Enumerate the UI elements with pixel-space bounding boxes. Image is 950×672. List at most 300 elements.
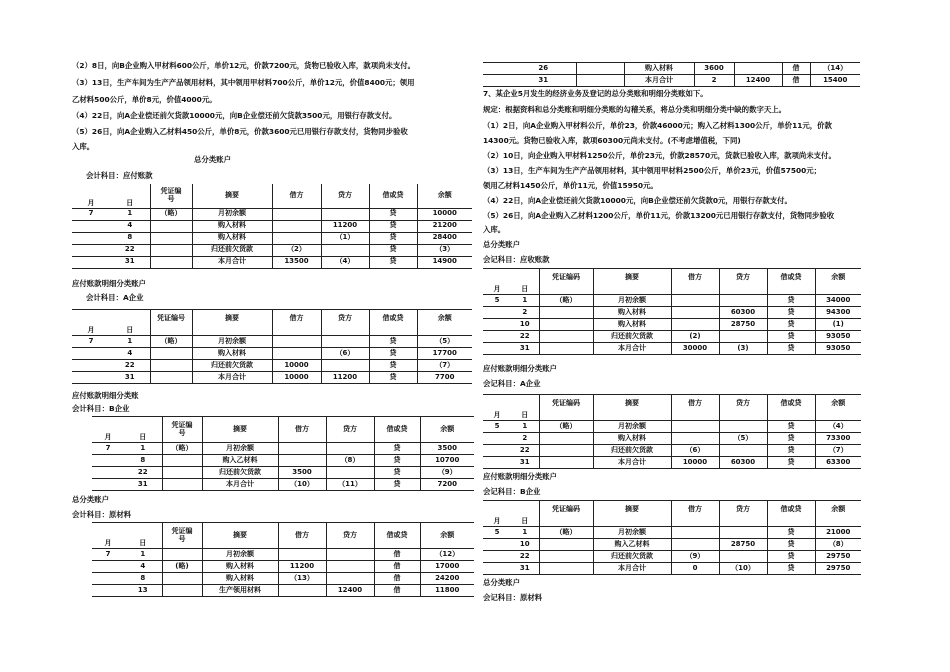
header-balance: 余额 [815, 395, 861, 421]
paragraph: 乙材料500公斤，单价8元，价值4000元。 [72, 95, 217, 104]
cell-month [72, 348, 110, 360]
table-row [483, 433, 861, 445]
cell-voucher [150, 244, 192, 256]
cell-day: 1 [110, 336, 150, 348]
cell-dc: 贷 [369, 208, 417, 220]
cell-voucher: （略） [539, 421, 593, 433]
cell-balance: （9） [420, 467, 474, 479]
cell-summary: 归还前欠货款 [593, 445, 671, 457]
cell-summary: 月初余额 [593, 527, 671, 539]
cell-balance: 17700 [417, 348, 472, 360]
cell-dc: 借 [374, 561, 420, 573]
table-row [483, 331, 861, 343]
table-row [92, 585, 474, 597]
cell-dc: 贷 [767, 539, 815, 551]
question-rule: 规定：根据资料和总分类账和明细分类账的勾稽关系，将总分类和明细分类中缺的数字天上。 [483, 105, 787, 114]
cell-balance: 10700 [420, 455, 474, 467]
header-credit: 贷方 [719, 395, 767, 421]
cell-debit: 11200 [278, 561, 326, 573]
cell-voucher [162, 479, 202, 491]
cell-summary: 月初余额 [192, 336, 272, 348]
header-month: 月 [92, 523, 124, 549]
cell-summary: 购入乙材料 [202, 455, 278, 467]
table-row [92, 549, 474, 561]
cell-month [92, 479, 124, 491]
cell-balance: （4） [815, 421, 861, 433]
cell-month [483, 343, 511, 355]
cell-day: 2 [511, 433, 539, 445]
table-row [92, 573, 474, 585]
cell-credit [326, 573, 374, 585]
cell-summary: 本月合计 [624, 75, 694, 87]
paragraph: （4）22日，向A企业偿还前欠货款10000元，向B企业偿还前欠货款0元，用银行存款支付。 [483, 196, 792, 205]
cell-balance: （14） [810, 63, 860, 75]
cell-month [483, 551, 511, 563]
cell-credit: 11200 [321, 220, 369, 232]
cell-summary: 购入材料 [593, 307, 671, 319]
table-row [92, 443, 474, 455]
cell-dc: 贷 [767, 331, 815, 343]
paragraph: （2）10日，向企业购入甲材料1250公斤，单价23元，价款28570元，货款已验收入库，款项尚未支付。 [483, 151, 836, 160]
cell-debit: （9） [671, 551, 719, 563]
cell-day: 31 [511, 457, 539, 469]
cell-credit [321, 208, 369, 220]
cell-month [92, 585, 124, 597]
ledger-table-a [72, 309, 472, 384]
header-debit: 借方 [278, 523, 326, 549]
cell-day: 8 [110, 232, 150, 244]
paragraph: 14300元。货物已验收入库，款项60300元尚未支付。(不考虑增值税，下同) [483, 136, 741, 145]
ledger-table-b [92, 416, 474, 491]
cell-balance: （5） [417, 336, 472, 348]
header-credit: 贷方 [321, 184, 369, 208]
header-debit: 借方 [278, 417, 326, 443]
cell-balance: （7） [417, 360, 472, 372]
cell-day: 31 [511, 563, 539, 575]
account-subject: 会记科目：B企业 [483, 487, 541, 496]
header-voucher: 凭证编码 [539, 269, 593, 295]
paragraph: （5）26日，向A企业购入乙材料1200公斤，单价11元，价款13200元已用银行存款支付，货物同步验收 [483, 211, 835, 220]
header-summary: 摘要 [593, 269, 671, 295]
ledger-title: 应付账款明细分类账户 [483, 472, 557, 481]
cell-credit: 11200 [321, 372, 369, 384]
header-debit: 借方 [671, 269, 719, 295]
cell-balance: 17000 [420, 561, 474, 573]
cell-balance: 14900 [417, 256, 472, 268]
cell-balance: 7200 [420, 479, 474, 491]
header-dc: 借或贷 [767, 269, 815, 295]
header-month: 月 [72, 310, 110, 336]
cell-voucher [150, 372, 192, 384]
paragraph: 入库。 [72, 142, 95, 151]
cell-summary: 购入材料 [202, 561, 278, 573]
table-row [483, 457, 861, 469]
table-row [483, 539, 861, 551]
header-voucher: 凭证编码 [539, 501, 593, 527]
cell-balance: （8） [815, 539, 861, 551]
cell-balance: 29750 [815, 551, 861, 563]
header-voucher: 凭证编 号 [162, 417, 202, 443]
cell-day: 31 [110, 256, 150, 268]
header-summary: 摘要 [593, 501, 671, 527]
cell-month [483, 445, 511, 457]
table-row [483, 445, 861, 457]
cell-balance: 34000 [815, 295, 861, 307]
cell-voucher: （略） [539, 527, 593, 539]
table-row [483, 563, 861, 575]
cell-month [483, 563, 511, 575]
cell-voucher [539, 433, 593, 445]
cell-debit: （10） [278, 479, 326, 491]
cell-voucher: （略） [150, 336, 192, 348]
cell-debit [272, 348, 321, 360]
cell-credit: （6） [321, 348, 369, 360]
cell-day: 22 [110, 244, 150, 256]
cell-credit: (3) [719, 343, 767, 355]
cell-summary: 本月合计 [593, 343, 671, 355]
cell-day: 31 [110, 372, 150, 384]
cell-month: 7 [72, 208, 110, 220]
table-row [72, 360, 472, 372]
header-debit: 借方 [671, 395, 719, 421]
cell-debit [671, 319, 719, 331]
cell-day: 1 [511, 295, 539, 307]
cell-credit [719, 295, 767, 307]
header-day: 日 [511, 501, 539, 527]
header-balance: 余额 [815, 501, 861, 527]
header-dc: 借或贷 [767, 501, 815, 527]
cell-credit: 60300 [719, 307, 767, 319]
cell-dc: 贷 [369, 244, 417, 256]
cell-balance: (1) [815, 319, 861, 331]
table-row [483, 295, 861, 307]
cell-month [92, 467, 124, 479]
cell-credit: （11） [326, 479, 374, 491]
cell-credit: 28750 [719, 539, 767, 551]
cell-summary: 月初余额 [202, 549, 278, 561]
cell-day: 1 [511, 527, 539, 539]
cell-balance: 93050 [815, 343, 861, 355]
header-day: 日 [110, 310, 150, 336]
cell-day: 22 [511, 551, 539, 563]
cell-debit: （2） [272, 244, 321, 256]
cell-credit [719, 527, 767, 539]
ledger-table-payables [72, 184, 472, 269]
cell-debit [278, 455, 326, 467]
cell-dc: 贷 [374, 443, 420, 455]
account-subject: 会记科目：原材料 [483, 593, 543, 602]
ledger-title: 应付账款明细分类账 [72, 391, 139, 400]
cell-voucher [150, 220, 192, 232]
account-subject: 会计科目：应付账款 [86, 171, 153, 180]
cell-credit [719, 551, 767, 563]
question-heading: 7、某企业5月发生的经济业务及登记的总分类账和明细分类账如下。 [483, 89, 708, 98]
cell-voucher [576, 75, 624, 87]
cell-debit [671, 433, 719, 445]
cell-month: 5 [483, 295, 511, 307]
account-subject: 会计科目：原材料 [72, 510, 132, 519]
cell-credit: （1） [321, 232, 369, 244]
paragraph: 入库。 [483, 225, 506, 234]
cell-day: 13 [124, 585, 162, 597]
paragraph: （3）13日，生产车间为生产产品领用材料，其中领用甲材料700公斤，单价12元，价值8400元；领用 [72, 78, 415, 87]
cell-summary: 归还前欠货款 [192, 360, 272, 372]
cell-credit: 12400 [734, 75, 782, 87]
table-row [72, 372, 472, 384]
cell-dc: 贷 [767, 295, 815, 307]
header-credit: 贷方 [326, 417, 374, 443]
cell-day: 1 [511, 421, 539, 433]
header-month: 月 [72, 184, 110, 208]
cell-credit [326, 467, 374, 479]
cell-debit: （13） [278, 573, 326, 585]
cell-month [483, 331, 511, 343]
cell-voucher [162, 467, 202, 479]
table-row [92, 561, 474, 573]
cell-dc: 贷 [767, 307, 815, 319]
cell-voucher [150, 348, 192, 360]
cell-month [483, 433, 511, 445]
header-day: 日 [110, 184, 150, 208]
cell-debit [671, 539, 719, 551]
cell-voucher [539, 539, 593, 551]
paragraph: （5）26日，向A企业购入乙材料450公斤，单价8元，价款3600元已用银行存款支付，货物同步验收 [72, 127, 408, 136]
cell-voucher: (略) [162, 561, 202, 573]
cell-summary: 归还前欠货款 [593, 331, 671, 343]
cell-summary: 月初余额 [593, 295, 671, 307]
cell-dc: 贷 [767, 421, 815, 433]
cell-dc: 贷 [369, 220, 417, 232]
cell-month [92, 455, 124, 467]
cell-dc: 贷 [767, 445, 815, 457]
cell-month [483, 75, 511, 87]
cell-day: 26 [511, 63, 576, 75]
cell-dc: 借 [782, 63, 810, 75]
header-balance: 余额 [815, 269, 861, 295]
header-summary: 摘要 [192, 184, 272, 208]
cell-dc: 贷 [374, 455, 420, 467]
cell-month [92, 561, 124, 573]
cell-day: 10 [511, 539, 539, 551]
cell-voucher [539, 343, 593, 355]
cell-voucher [162, 585, 202, 597]
cell-month [72, 244, 110, 256]
table-row [72, 232, 472, 244]
cell-debit: 30000 [671, 343, 719, 355]
cell-month [72, 232, 110, 244]
cell-debit [272, 336, 321, 348]
cell-dc: 借 [782, 75, 810, 87]
cell-debit [272, 208, 321, 220]
cell-dc: 贷 [374, 467, 420, 479]
cell-credit: （8） [326, 455, 374, 467]
cell-summary: 购入材料 [202, 573, 278, 585]
header-month: 月 [483, 501, 511, 527]
header-balance: 余额 [417, 184, 472, 208]
table-row [92, 479, 474, 491]
header-summary: 摘要 [202, 417, 278, 443]
cell-credit [326, 549, 374, 561]
cell-dc: 贷 [767, 433, 815, 445]
paragraph: （1）2日，向A企业购入甲材料公斤，单价23，价款46000元；购入乙材料1300公斤，单价11元，价款 [483, 121, 832, 130]
cell-dc: 贷 [369, 360, 417, 372]
cell-debit: 3600 [694, 63, 734, 75]
cell-balance: 94300 [815, 307, 861, 319]
cell-dc: 贷 [767, 527, 815, 539]
cell-summary: 归还前欠货款 [192, 244, 272, 256]
header-day: 日 [124, 523, 162, 549]
cell-dc: 贷 [767, 343, 815, 355]
account-subject: 会计科目：A企业 [86, 293, 144, 302]
cell-credit [321, 336, 369, 348]
cell-balance: 21000 [815, 527, 861, 539]
cell-dc: 贷 [767, 563, 815, 575]
cell-day: 31 [511, 75, 576, 87]
cell-credit [719, 331, 767, 343]
cell-month [72, 256, 110, 268]
cell-debit: 10000 [272, 360, 321, 372]
cell-dc: 贷 [369, 348, 417, 360]
cell-month: 7 [92, 549, 124, 561]
cell-summary: 本月合计 [202, 479, 278, 491]
paragraph: （4）22日，向A企业偿还前欠货款10000元，向B企业偿还前欠货款3500元，用银行存款支付。 [72, 111, 397, 120]
cell-voucher [162, 549, 202, 561]
cell-credit: 60300 [719, 457, 767, 469]
cell-voucher [150, 232, 192, 244]
cell-balance: 7700 [417, 372, 472, 384]
cell-dc: 借 [374, 573, 420, 585]
cell-debit [272, 232, 321, 244]
cell-summary: 购入乙材料 [593, 539, 671, 551]
cell-balance: 93050 [815, 331, 861, 343]
paragraph: （3）13日，生产车间为生产产品领用材料，其中领用甲材料2500公斤，单价23元，价值57500元； [483, 166, 822, 175]
cell-balance: 3500 [420, 443, 474, 455]
header-balance: 余额 [420, 523, 474, 549]
account-subject: 会记科目：应收账款 [483, 255, 550, 264]
header-credit: 贷方 [326, 523, 374, 549]
cell-day: 8 [124, 573, 162, 585]
account-subject: 会记科目：A企业 [483, 379, 541, 388]
cell-day: 4 [110, 220, 150, 232]
cell-debit [272, 220, 321, 232]
ledger-title: 总分类账户 [483, 240, 520, 249]
cell-balance: 15400 [810, 75, 860, 87]
cell-month [483, 63, 511, 75]
table-row [72, 336, 472, 348]
cell-credit [326, 443, 374, 455]
cell-summary: 月初余额 [593, 421, 671, 433]
cell-month [72, 220, 110, 232]
cell-day: 4 [110, 348, 150, 360]
cell-summary: 购入材料 [624, 63, 694, 75]
header-debit: 借方 [272, 310, 321, 336]
cell-dc: 贷 [767, 457, 815, 469]
cell-credit: 28750 [719, 319, 767, 331]
cell-balance: 10000 [417, 208, 472, 220]
table-row [483, 551, 861, 563]
table-row [72, 220, 472, 232]
paragraph: 领用乙材料1450公斤，单价11元，价值15950元。 [483, 181, 658, 190]
account-subject: 会计科目：B企业 [72, 404, 130, 413]
cell-day: 2 [511, 307, 539, 319]
header-credit: 贷方 [719, 269, 767, 295]
cell-summary: 本月合计 [593, 563, 671, 575]
cell-summary: 月初余额 [202, 443, 278, 455]
cell-balance: （12） [420, 549, 474, 561]
cell-dc: 贷 [369, 256, 417, 268]
cell-balance: 21200 [417, 220, 472, 232]
cell-voucher [539, 319, 593, 331]
cell-credit: （10） [719, 563, 767, 575]
cell-month [483, 539, 511, 551]
header-voucher: 凭证编码 [539, 395, 593, 421]
header-balance: 余额 [420, 417, 474, 443]
cell-month [72, 372, 110, 384]
cell-month [483, 319, 511, 331]
cell-balance: 24200 [420, 573, 474, 585]
table-row [483, 63, 860, 75]
ledger-table-continued [483, 62, 860, 87]
header-dc: 借或贷 [374, 523, 420, 549]
cell-voucher [162, 573, 202, 585]
cell-month: 7 [72, 336, 110, 348]
cell-balance: 11800 [420, 585, 474, 597]
paragraph: （2）8日，向B企业购入甲材料600公斤，单价12元，价款7200元，货物已验收入库，款项尚未支付。 [72, 61, 416, 70]
ledger-title: 应付账款明细分类账户 [483, 364, 557, 373]
cell-debit: （6） [671, 445, 719, 457]
cell-credit: （5） [719, 433, 767, 445]
ledger-table-a-right [483, 394, 861, 469]
cell-voucher [576, 63, 624, 75]
cell-month: 5 [483, 527, 511, 539]
ledger-title: 应付账款明细分类账户 [72, 279, 146, 288]
header-debit: 借方 [671, 501, 719, 527]
header-debit: 借方 [272, 184, 321, 208]
cell-day: 4 [124, 561, 162, 573]
table-row [483, 527, 861, 539]
cell-voucher [539, 307, 593, 319]
cell-debit: 13500 [272, 256, 321, 268]
cell-day: 22 [124, 467, 162, 479]
header-summary: 摘要 [593, 395, 671, 421]
cell-month: 7 [92, 443, 124, 455]
cell-day: 1 [124, 443, 162, 455]
cell-day: 1 [110, 208, 150, 220]
cell-voucher: （略） [150, 208, 192, 220]
cell-debit: 10000 [671, 457, 719, 469]
ledger-title: 总分类账户 [483, 578, 520, 587]
header-month: 月 [483, 269, 511, 295]
cell-voucher [539, 563, 593, 575]
cell-day: 31 [124, 479, 162, 491]
cell-dc: 借 [374, 585, 420, 597]
cell-credit [734, 63, 782, 75]
cell-summary: 月初余额 [192, 208, 272, 220]
table-row [72, 256, 472, 268]
cell-day: 8 [124, 455, 162, 467]
table-row [483, 421, 861, 433]
cell-summary: 归还前欠货款 [593, 551, 671, 563]
cell-voucher [539, 457, 593, 469]
table-row [483, 319, 861, 331]
header-balance: 余额 [417, 310, 472, 336]
cell-voucher [539, 551, 593, 563]
cell-dc: 借 [374, 549, 420, 561]
table-row [483, 75, 860, 87]
cell-balance: 63300 [815, 457, 861, 469]
cell-month [92, 573, 124, 585]
table-row [72, 244, 472, 256]
